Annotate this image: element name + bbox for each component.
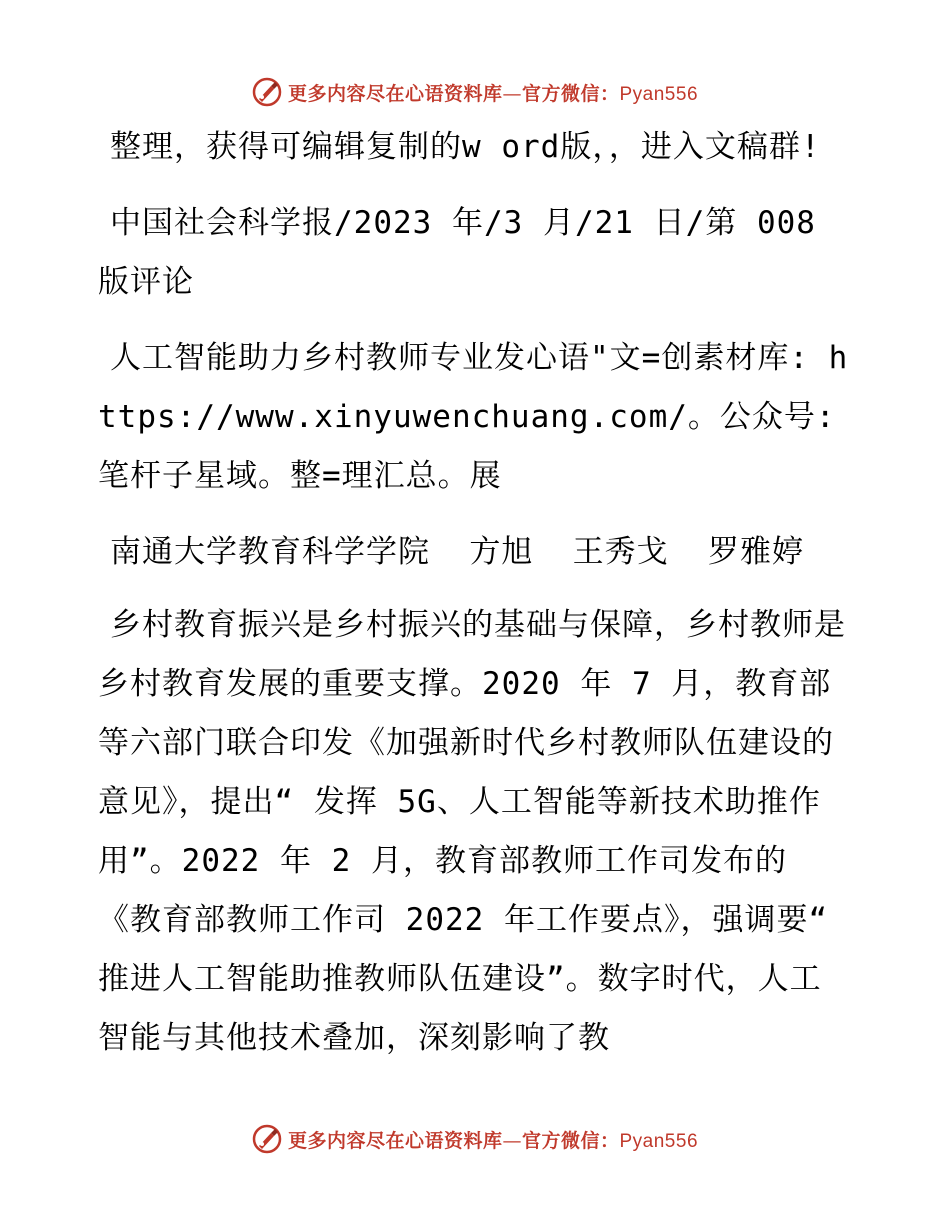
intro-paragraph: 整理，获得可编辑复制的w ord版，，进入文稿群! xyxy=(110,129,821,165)
footer-banner xyxy=(0,1119,950,1159)
banner-main-text: 更多内容尽在心语资料库 xyxy=(287,1129,503,1152)
document-body xyxy=(98,118,856,1085)
banner-text xyxy=(288,79,698,106)
source-line: 中国社会科学报/2023 年/3 月/21 日/第 008 版评论 xyxy=(98,205,836,300)
banner-wechat-id: Pyan556 xyxy=(619,1130,699,1152)
banner-wechat-id: Pyan556 xyxy=(619,83,699,105)
author-line: 南通大学教育科学学院 方旭 王秀戈 罗雅婷 xyxy=(110,534,804,570)
banner-wechat-label: 官方微信： xyxy=(521,82,620,105)
banner-wechat-label: 官方微信： xyxy=(521,1129,620,1152)
pen-logo-icon xyxy=(252,77,282,107)
banner-dash: — xyxy=(502,82,522,105)
banner-dash: — xyxy=(502,1129,522,1152)
body-paragraph: 乡村教育振兴是乡村振兴的基础与保障，乡村教师是乡村教育发展的重要支撑。2020 年 7 月，教育部等六部门联合印发《加强新时代乡村教师队伍建设的意见》，提出“ 发挥 5G、人工智能等新技术助推作用”。2022 年 2 月，教育部教师工作司发布的《教育部教师工作司 2022 年工作要点》，强调要“ 推进人工智能助推教师队伍建设”。数字时代，人工智能与其他技术叠加，深刻影响了教 xyxy=(98,607,848,1056)
pen-logo-icon xyxy=(252,1124,282,1154)
banner-text xyxy=(288,1126,698,1153)
banner-main-text: 更多内容尽在心语资料库 xyxy=(287,82,503,105)
header-banner xyxy=(0,72,950,112)
title-paragraph: 人工智能助力乡村教师专业发心语"文=创素材库: https://www.xinyuwenchuang.com/。公众号: 笔杆子星域。整=理汇总。展 xyxy=(98,340,856,494)
